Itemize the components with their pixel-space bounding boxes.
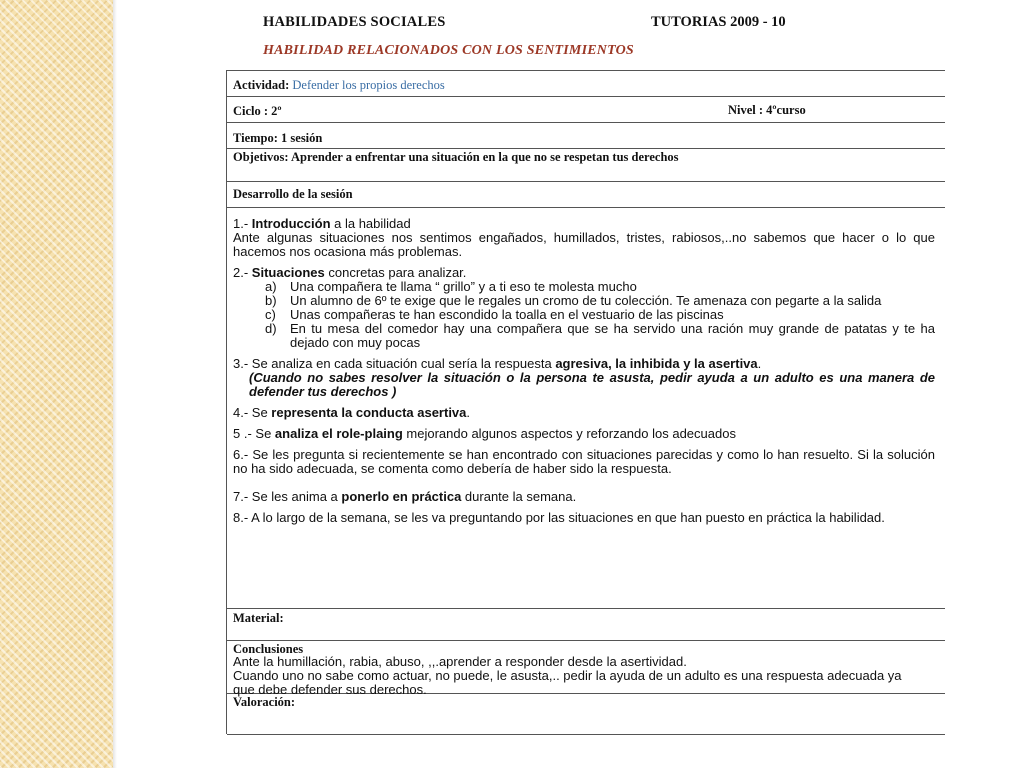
actividad-row <box>233 78 445 93</box>
conclusions-text <box>233 655 923 697</box>
section-1-heading: 1.- Introducción a la habilidad <box>233 216 411 231</box>
section-8-text: 8.- A lo largo de la semana, se les va preguntando por las situaciones en que han puesto en práctica la habilidad. <box>233 510 885 525</box>
section-5-text: 5 .- Se analiza el role-plaing mejorando algunos aspectos y reforzando los adecuados <box>233 426 736 441</box>
document-title: HABILIDADES SOCIALES <box>263 14 446 30</box>
list-item: b) Un alumno de 6º te exige que le regales un cromo de tu colección. Te amenaza con pegarte a la salida <box>265 293 882 308</box>
conclusiones-label: Conclusiones <box>233 642 304 656</box>
section-4-text: 4.- Se representa la conducta asertiva. <box>233 405 471 420</box>
strip-shadow <box>113 0 117 768</box>
section-3-note: (Cuando no sabes resolver la situación o la persona te asusta, pedir ayuda a un adulto es una manera de defender tus derechos ) <box>249 370 935 399</box>
table-rule <box>227 122 945 123</box>
actividad-label: Actividad: <box>233 78 290 92</box>
actividad-value: Defender los propios derechos <box>292 78 445 92</box>
table-rule <box>227 148 945 149</box>
list-item: d) En tu mesa del comedor hay una compañera que se ha servido una ración muy grande de patatas y te ha dejado con muy pocas <box>265 321 935 350</box>
session-development <box>233 217 935 525</box>
section-6-text: 6.- Se les pregunta si recientemente se han encontrado con situaciones parecidas y como lo han resuelto. Si la solución no ha sido adecuada, se comenta como debería de haber sido la respuesta. <box>233 447 935 476</box>
decorative-side-strip <box>0 0 113 768</box>
conclusion-line: Cuando uno no sabe como actuar, no puede, le asusta,.. pedir la ayuda de un adulto es una respuesta adecuada ya que debe defender sus derechos. <box>233 668 902 697</box>
table-rule <box>227 70 945 71</box>
document-subtitle: HABILIDAD RELACIONADOS CON LOS SENTIMIENTOS <box>263 43 634 58</box>
nivel-label: Nivel : 4ºcurso <box>728 103 806 117</box>
list-item: c) Unas compañeras te han escondido la toalla en el vestuario de las piscinas <box>265 307 724 322</box>
table-rule <box>227 181 945 182</box>
desarrollo-heading: Desarrollo de la sesión <box>233 187 353 201</box>
tiempo-label: Tiempo: 1 sesión <box>233 131 323 145</box>
table-rule <box>227 96 945 97</box>
ciclo-label: Ciclo : 2º <box>233 104 282 118</box>
section-7-text: 7.- Se les anima a ponerlo en práctica durante la semana. <box>233 489 577 504</box>
list-item: a) Una compañera te llama “ grillo” y a ti eso te molesta mucho <box>265 279 637 294</box>
objetivos-label: Objetivos: Aprender a enfrentar una situación en la que no se respetan tus derechos <box>233 150 679 164</box>
material-label: Material: <box>233 611 284 625</box>
valoracion-label: Valoración: <box>233 695 296 709</box>
section-1-text: Ante algunas situaciones nos sentimos engañados, humillados, tristes, rabiosos,..no sabemos que hacer o lo que hacemos nos ocasiona más problemas. <box>233 230 935 259</box>
conclusion-line: Ante la humillación, rabia, abuso, ,,.aprender a responder desde la asertividad. <box>233 654 687 669</box>
table-left-border <box>226 70 227 734</box>
table-rule <box>227 207 945 208</box>
document-course: TUTORIAS 2009 - 10 <box>651 14 786 30</box>
table-rule <box>227 608 945 609</box>
section-3-text: 3.- Se analiza en cada situación cual sería la respuesta agresiva, la inhibida y la asertiva. <box>233 356 762 371</box>
table-rule <box>227 734 945 735</box>
section-2-heading: 2.- Situaciones concretas para analizar. <box>233 265 467 280</box>
table-rule <box>227 640 945 641</box>
situations-list <box>233 280 935 350</box>
